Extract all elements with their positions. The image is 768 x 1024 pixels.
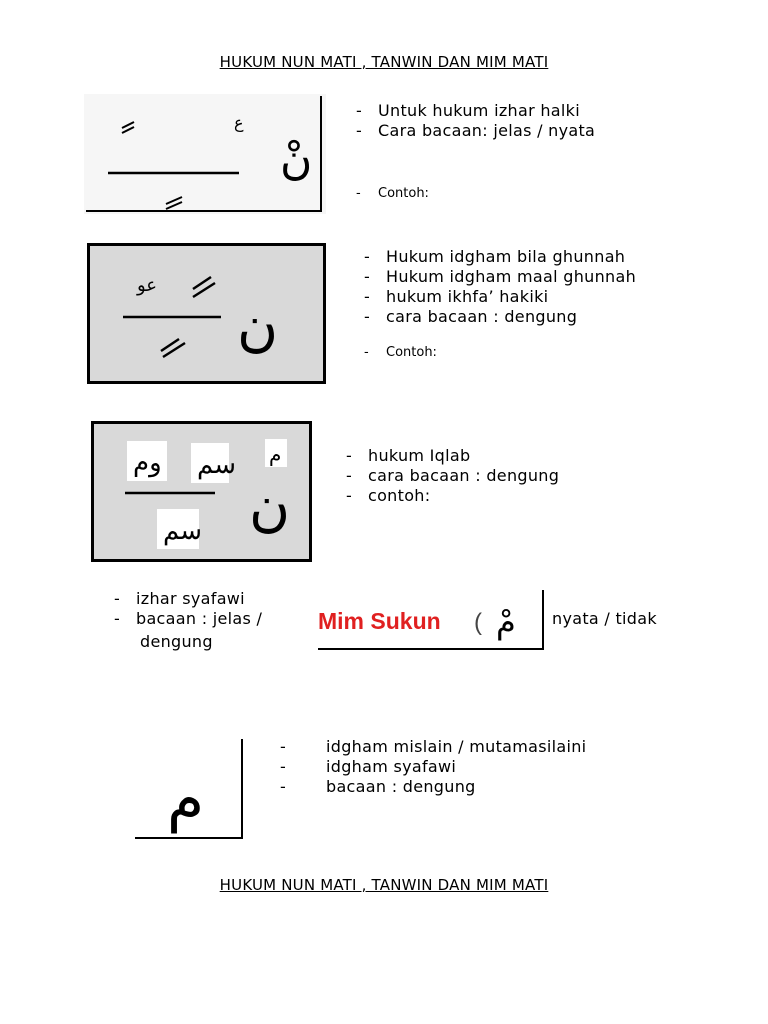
svg-text:وم: وم <box>133 448 162 478</box>
list-item: - Untuk hukum izhar halki <box>352 101 595 121</box>
list-item: - Cara bacaan: jelas / nyata <box>352 121 595 141</box>
mim-sukun-figure <box>316 588 546 652</box>
mim-sukun-after-text: nyata / tidak <box>552 609 657 628</box>
iqlab-list <box>342 446 559 506</box>
idgham-example <box>360 343 437 363</box>
mim-figure <box>133 737 245 841</box>
mim-glyph: م <box>167 764 205 834</box>
list-item: - hukum ikhfa’ hakiki <box>360 287 636 307</box>
list-continuation: dengung <box>140 632 213 651</box>
list-item: - izhar syafawi <box>110 589 262 609</box>
izhar-halki-list <box>352 101 595 141</box>
page-title-top: HUKUM NUN MATI , TANWIN DAN MIM MATI <box>219 53 549 71</box>
open-paren: ( <box>474 609 482 636</box>
example-label: - Contoh: <box>360 343 437 363</box>
list-item: - Hukum idgham bila ghunnah <box>360 247 636 267</box>
list-item: - cara bacaan : dengung <box>342 466 559 486</box>
list-item: - idgham syafawi <box>276 757 586 777</box>
idgham-syafawi-list <box>276 737 586 797</box>
list-item: - idgham mislain / mutamasilaini <box>276 737 586 757</box>
idgham-ikhfa-figure <box>87 243 327 385</box>
small-mim-glyph: م <box>269 442 282 466</box>
nun-glyph: ن <box>237 294 279 359</box>
svg-text:سم: سم <box>197 450 237 480</box>
page-title-bottom: HUKUM NUN MATI , TANWIN DAN MIM MATI <box>219 876 549 894</box>
list-item: - Hukum idgham maal ghunnah <box>360 267 636 287</box>
iqlab-figure <box>91 421 313 563</box>
list-item: - bacaan : dengung <box>276 777 586 797</box>
list-item: - bacaan : jelas / <box>110 609 262 629</box>
izhar-halki-figure <box>84 94 326 214</box>
list-item: - cara bacaan : dengung <box>360 307 636 327</box>
mim-sukun-glyph: مْ <box>496 603 516 641</box>
svg-text:ع: ع <box>234 113 244 132</box>
idgham-list <box>360 247 636 327</box>
izhar-example <box>352 184 429 204</box>
list-item: - contoh: <box>342 486 559 506</box>
izhar-syafawi-list <box>110 589 262 629</box>
svg-text:سم: سم <box>163 516 203 546</box>
mim-sukun-label: Mim Sukun <box>318 608 441 634</box>
example-label: - Contoh: <box>352 184 429 204</box>
nun-sukun-glyph: نْ <box>280 134 313 185</box>
svg-text:عو: عو <box>137 275 158 296</box>
list-item: - hukum Iqlab <box>342 446 559 466</box>
nun-glyph: ن <box>249 474 291 539</box>
